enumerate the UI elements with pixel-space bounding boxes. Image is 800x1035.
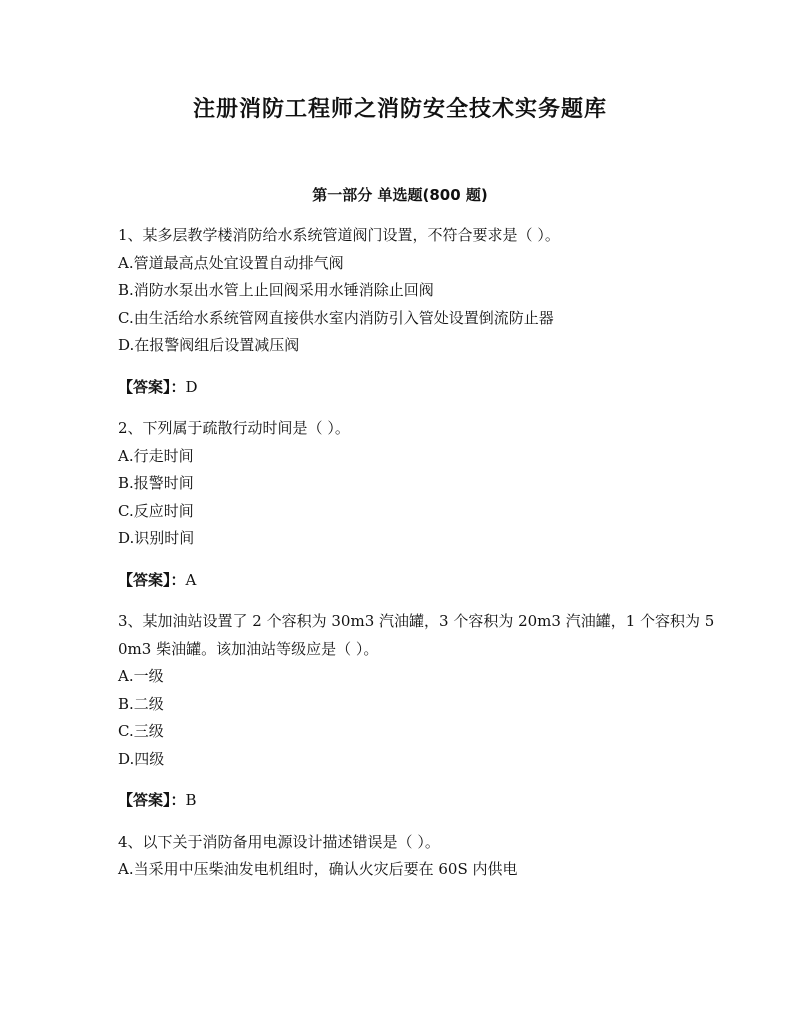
question-text: 3、某加油站设置了 2 个容积为 30m3 汽油罐，3 个容积为 20m3 汽油罐，1 个容积为 50m3 柴油罐。该加油站等级应是（ ）。 bbox=[118, 612, 715, 658]
answer-line bbox=[118, 374, 718, 402]
option-b: B.报警时间 bbox=[118, 474, 194, 492]
answer-label: 【答案】： bbox=[118, 377, 186, 396]
option-c: C.由生活给水系统管网直接供水室内消防引入管处设置倒流防止器 bbox=[118, 308, 554, 327]
question-text: 4、以下关于消防备用电源设计描述错误是（ ）。 bbox=[118, 832, 440, 851]
question-3 bbox=[118, 608, 718, 815]
answer-value: B bbox=[185, 791, 197, 809]
question-4 bbox=[118, 829, 718, 884]
option-c: C.三级 bbox=[118, 722, 164, 740]
document-title: 注册消防工程师之消防安全技术实务题库 bbox=[192, 97, 607, 122]
answer-label: 【答案】： bbox=[118, 791, 186, 809]
option-a: A.行走时间 bbox=[118, 446, 194, 465]
option-c: C.反应时间 bbox=[118, 501, 194, 520]
option-d: D.四级 bbox=[118, 749, 165, 768]
section-title: 第一部分 单选题(800 题) bbox=[312, 186, 488, 204]
answer-line bbox=[118, 567, 718, 595]
question-2 bbox=[118, 415, 718, 594]
option-b: B.消防水泵出水管上止回阀采用水锤消除止回阀 bbox=[118, 281, 434, 299]
answer-line bbox=[118, 787, 718, 815]
option-d: D.识别时间 bbox=[118, 529, 195, 547]
answer-value: D bbox=[185, 377, 198, 396]
option-b: B.二级 bbox=[118, 694, 164, 713]
question-text: 1、某多层教学楼消防给水系统管道阀门设置，不符合要求是（ ）。 bbox=[118, 226, 560, 244]
question-text: 2、下列属于疏散行动时间是（ ）。 bbox=[118, 419, 350, 437]
answer-label: 【答案】： bbox=[118, 570, 186, 589]
option-a: A.管道最高点处宜设置自动排气阀 bbox=[118, 253, 344, 272]
question-list bbox=[118, 222, 718, 884]
option-a: A.一级 bbox=[118, 667, 164, 685]
answer-value: A bbox=[185, 570, 197, 589]
option-a: A.当采用中压柴油发电机组时，确认火灾后要在 60S 内供电 bbox=[118, 860, 518, 878]
option-d: D.在报警阀组后设置减压阀 bbox=[118, 336, 300, 354]
question-1 bbox=[118, 222, 718, 401]
